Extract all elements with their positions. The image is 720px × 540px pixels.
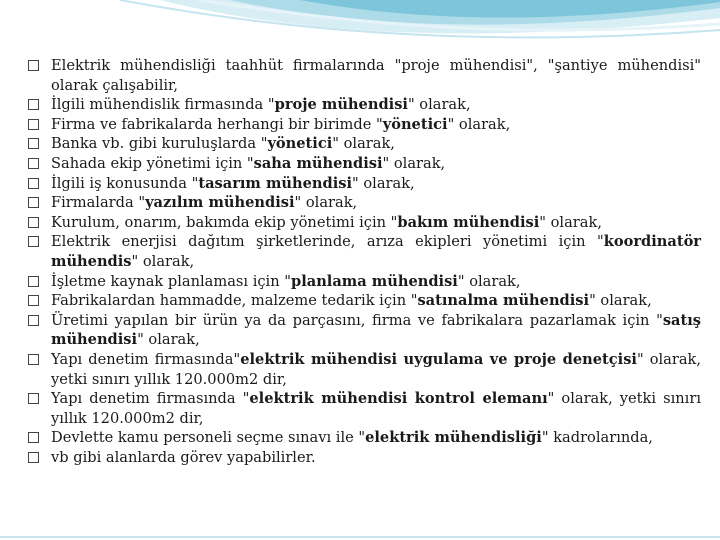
item-text: " olarak, (539, 213, 602, 231)
list-item (26, 213, 701, 233)
list-item (26, 291, 701, 311)
item-text: Elektrik mühendisliği taahhüt firmalarında "proje mühendisi", "şantiye mühendisi" olarak çalışabilir, (51, 57, 701, 94)
checkbox-bullet-icon (28, 354, 39, 365)
role-title: proje mühendisi (274, 96, 408, 114)
checkbox-bullet-icon (28, 119, 39, 130)
bullet-list (26, 56, 701, 467)
item-text: Banka vb. gibi kuruluşlarda " (51, 135, 268, 153)
checkbox-bullet-icon (28, 236, 39, 247)
list-item (26, 350, 701, 389)
item-text: vb gibi alanlarda görev yapabilirler. (51, 448, 316, 466)
item-text: Firmalarda " (51, 194, 146, 212)
role-title: satınalma mühendisi (417, 292, 590, 310)
item-text: Sahada ekip yönetimi için " (51, 154, 254, 172)
item-text: " olarak, (131, 252, 195, 270)
checkbox-bullet-icon (28, 197, 39, 208)
role-title: yönetici (382, 115, 448, 133)
item-text: Devlette kamu personeli seçme sınavı ile " (51, 429, 366, 447)
role-title: planlama mühendisi (290, 272, 458, 290)
role-title: bakım mühendisi (397, 213, 540, 231)
item-text: Elektrik enerjisi dağıtım şirketlerinde, arıza ekipleri yönetimi için " (51, 233, 604, 251)
checkbox-bullet-icon (28, 60, 39, 71)
list-item (26, 448, 701, 468)
list-item (26, 311, 701, 350)
role-title: yönetici (267, 135, 333, 153)
item-text: İlgili mühendislik firmasında " (51, 96, 275, 114)
checkbox-bullet-icon (28, 138, 39, 149)
item-text: Kurulum, onarım, bakımda ekip yönetimi için " (51, 213, 398, 231)
checkbox-bullet-icon (28, 452, 39, 463)
footer-divider (0, 536, 720, 538)
list-item (26, 115, 701, 135)
item-text: " olarak, yetki sınırı yıllık 120.000m2 dir, (51, 390, 701, 427)
item-text: Üretimi yapılan bir ürün ya da parçasını, firma ve fabrikalara pazarlamak için " (51, 311, 663, 329)
list-item (26, 232, 701, 271)
item-text: " olarak, (407, 96, 471, 114)
item-text: Yapı denetim firmasında " (51, 390, 250, 408)
checkbox-bullet-icon (28, 295, 39, 306)
item-text: " olarak, yetki sınırı yıllık 120.000m2 dir, (51, 350, 702, 388)
role-title: satış mühendisi (51, 311, 701, 349)
item-text: " olarak, (332, 135, 395, 153)
list-item (26, 134, 701, 154)
item-text: " kadrolarında, (541, 429, 653, 447)
list-item (26, 389, 701, 428)
checkbox-bullet-icon (28, 178, 39, 189)
checkbox-bullet-icon (28, 276, 39, 287)
checkbox-bullet-icon (28, 315, 39, 326)
list-item (26, 193, 701, 213)
role-title: elektrik mühendisi uygulama ve proje denetçisi (240, 350, 637, 368)
item-text: " olarak, (457, 272, 521, 290)
item-text: Yapı denetim firmasında" (51, 350, 241, 368)
role-title: yazılım mühendisi (145, 194, 295, 212)
checkbox-bullet-icon (28, 432, 39, 443)
item-text: İşletme kaynak planlaması için " (51, 272, 291, 290)
item-text: " olarak, (294, 194, 358, 212)
list-item (26, 272, 701, 292)
checkbox-bullet-icon (28, 217, 39, 228)
list-item (26, 154, 701, 174)
item-text: Firma ve fabrikalarda herhangi bir birimde " (51, 115, 383, 133)
role-title: koordinatör mühendis (51, 233, 701, 270)
role-title: elektrik mühendisliği (365, 429, 542, 447)
list-item (26, 56, 701, 95)
list-item (26, 95, 701, 115)
checkbox-bullet-icon (28, 99, 39, 110)
role-title: elektrik mühendisi kontrol elemanı (249, 390, 548, 408)
item-text: " olarak, (447, 115, 511, 133)
item-text: " olarak, (137, 331, 200, 349)
role-title: saha mühendisi (253, 154, 383, 172)
list-item (26, 174, 701, 194)
header-wave-decoration (0, 0, 720, 60)
role-title: tasarım mühendisi (198, 174, 353, 192)
checkbox-bullet-icon (28, 158, 39, 169)
item-text: İlgili iş konusunda " (51, 174, 199, 192)
checkbox-bullet-icon (28, 393, 39, 404)
item-text: Fabrikalardan hammadde, malzeme tedarik için " (51, 292, 418, 310)
item-text: " olarak, (382, 154, 446, 172)
item-text: " olarak, (352, 174, 415, 192)
list-item (26, 428, 701, 448)
item-text: " olarak, (589, 292, 652, 310)
